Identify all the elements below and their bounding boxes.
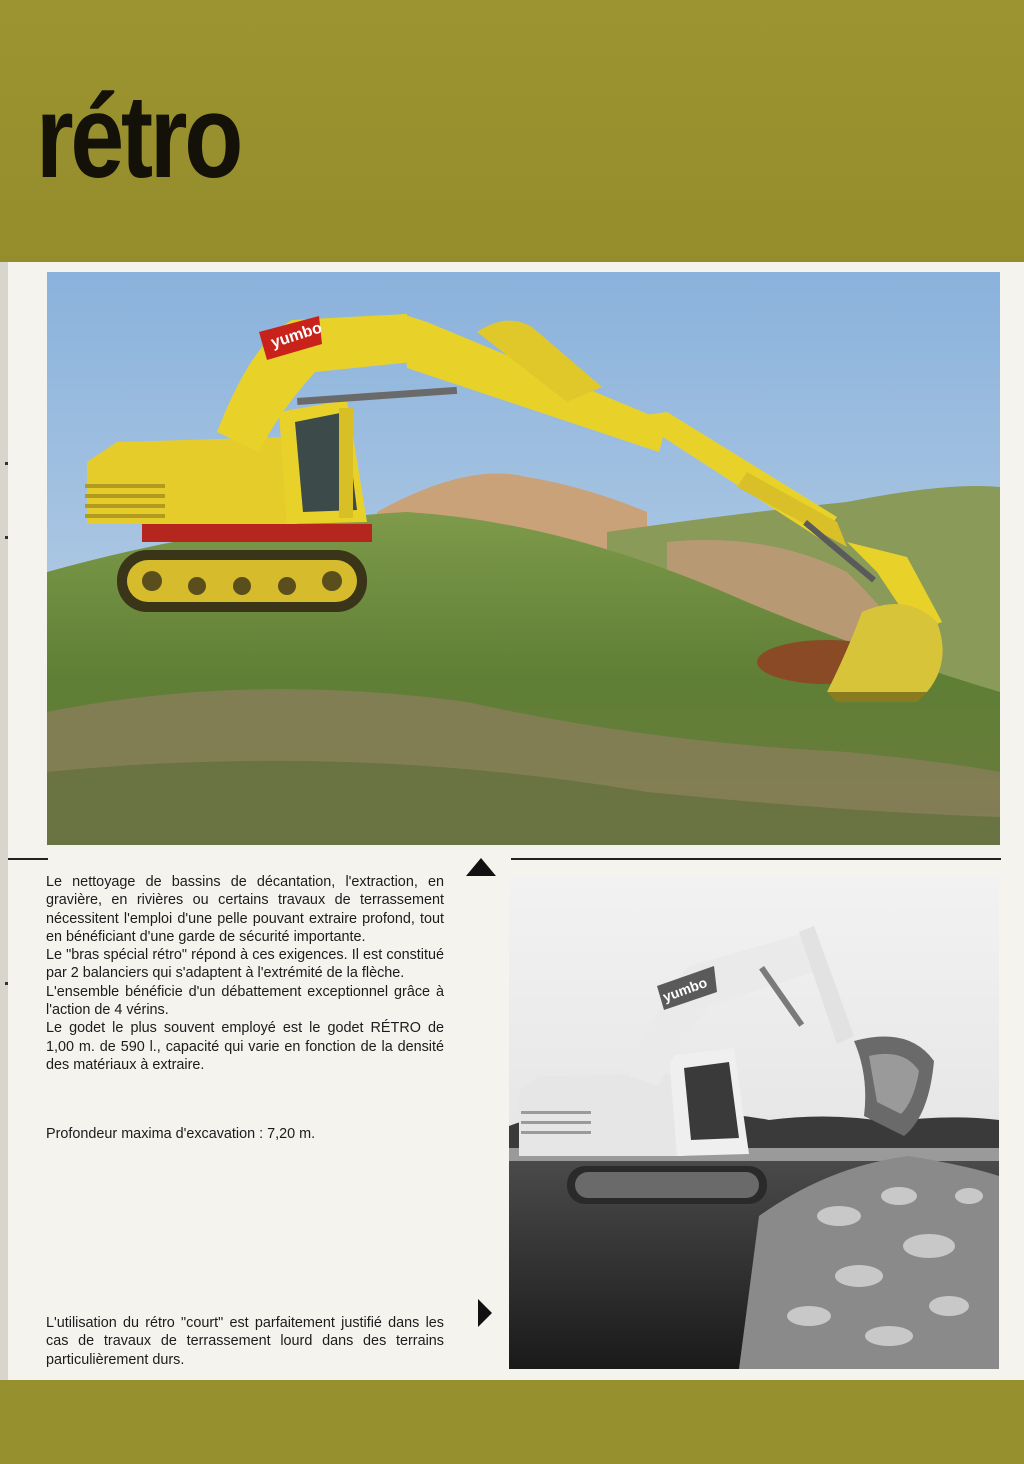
brand-decal: yumbo (660, 974, 710, 1005)
divider-left (8, 858, 48, 860)
brand-decal: yumbo (268, 319, 325, 352)
page-title: rétro (36, 71, 241, 203)
arrow-right-icon (478, 1299, 492, 1327)
footer-band (0, 1380, 1024, 1464)
left-edge (0, 262, 8, 1380)
description-paragraph-3: L'ensemble bénéficie d'un débattement exceptionnel grâce à l'action de 4 vérins. (46, 983, 444, 1019)
margin-tick (5, 462, 8, 465)
divider-right (511, 858, 1001, 860)
margin-tick (5, 536, 8, 539)
excavation-depth: Profondeur maxima d'excavation : 7,20 m. (46, 1126, 316, 1142)
caption-court: L'utilisation du rétro "court" est parfaitement justifié dans les cas de travaux de terrassement lourd dans des terrains particulièrement durs. (46, 1315, 444, 1368)
description-paragraph-1: Le nettoyage de bassins de décantation, l'extraction, en gravière, en rivières ou certains travaux de terrassement nécessitent l'emploi d'une pelle pouvant extraire profond, tout en bénéficiant d'une garde de sécurité importante. (46, 874, 444, 945)
arrow-up-icon (466, 858, 496, 876)
margin-tick (5, 982, 8, 985)
description-text (46, 873, 444, 1074)
excavator-color-photo (47, 272, 1000, 845)
description-paragraph-2: Le "bras spécial rétro" répond à ces exigences. Il est constitué par 2 balanciers qui s'adaptent à l'extrémité de la flèche. (46, 947, 444, 982)
description-paragraph-4: Le godet le plus souvent employé est le godet RÉTRO de 1,00 m. de 590 l., capacité qui varie en fonction de la densité des matériaux à extraire. (46, 1020, 444, 1073)
excavator-bw-photo (509, 876, 999, 1369)
